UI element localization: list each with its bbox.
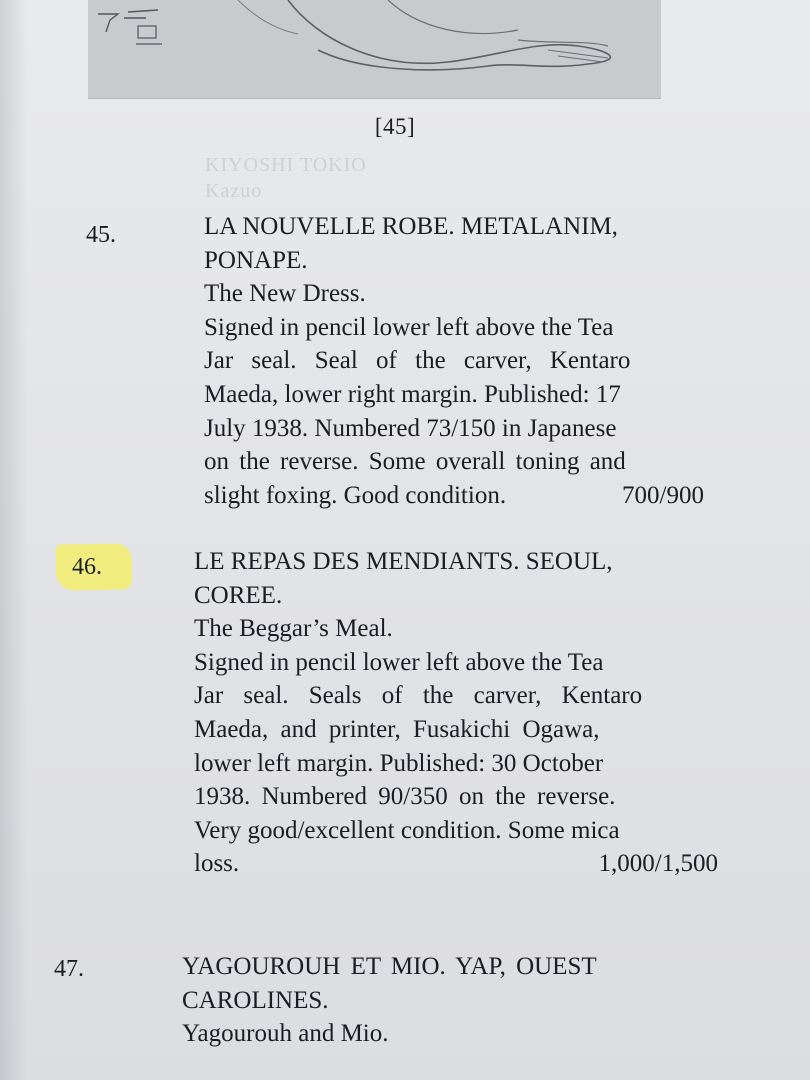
lot-title-line: COREE. xyxy=(194,581,283,609)
lot-title-line: PONAPE. xyxy=(204,246,308,274)
page-gutter-shadow xyxy=(0,0,28,1080)
lot-title-line: YAGOUROUH ET MIO. YAP, OUEST xyxy=(182,953,597,980)
print-sketch-graphic xyxy=(88,0,661,98)
show-through-line: KIYOSHI TOKIO xyxy=(205,154,367,176)
description-line: on the reverse. Some overall toning and xyxy=(204,448,626,476)
final-line-with-estimate xyxy=(204,479,704,513)
description-line: Signed in pencil lower left above the Tea xyxy=(194,648,604,676)
description-line: Signed in pencil lower left above the Tea xyxy=(204,313,614,341)
lot-entry xyxy=(182,950,742,1051)
estimate-price: 1,000/1,500 xyxy=(598,850,718,878)
lot-title-line: CAROLINES. xyxy=(182,986,329,1014)
final-line-with-estimate xyxy=(194,847,718,881)
description-line: Very good/excellent condition. Some mica xyxy=(194,816,620,844)
description-line: slight foxing. Good condition. xyxy=(204,481,507,509)
description-line: July 1938. Numbered 73/150 in Japanese xyxy=(204,414,617,442)
estimate-price: 700/900 xyxy=(622,481,704,509)
lot-number: 46. xyxy=(72,554,102,580)
show-through-line: Kazuo xyxy=(205,180,263,202)
lot-title-line xyxy=(204,210,696,244)
description-line: Jar seal. Seals of the carver, Kentaro xyxy=(194,682,643,710)
lot-english-title: The New Dress. xyxy=(204,280,366,308)
description-line: lower left margin. Published: 30 October xyxy=(194,749,604,777)
lot-title-line: LE REPAS DES MENDIANTS. SEOUL, xyxy=(194,548,613,575)
description-line: loss. xyxy=(194,850,240,878)
lot-english-title: Yagourouh and Mio. xyxy=(182,1020,389,1048)
description-line: Jar seal. Seal of the carver, Kentaro xyxy=(204,347,631,375)
lot-entry xyxy=(204,210,704,512)
description-line: Maeda, lower right margin. Published: 17 xyxy=(204,380,621,408)
description-line: Maeda, and printer, Fusakichi Ogawa, xyxy=(194,715,600,743)
plate-number: [45] xyxy=(374,114,416,139)
lot-number: 47. xyxy=(54,956,84,982)
lot-title-text: LA NOUVELLE ROBE. METALANIM, xyxy=(204,213,618,240)
print-illustration xyxy=(88,0,661,99)
lot-english-title: The Beggar’s Meal. xyxy=(194,615,393,643)
description-line: 1938. Numbered 90/350 on the reverse. xyxy=(194,783,616,811)
lot-entry xyxy=(194,545,718,881)
show-through-text xyxy=(205,152,445,204)
lot-number: 45. xyxy=(86,222,116,248)
